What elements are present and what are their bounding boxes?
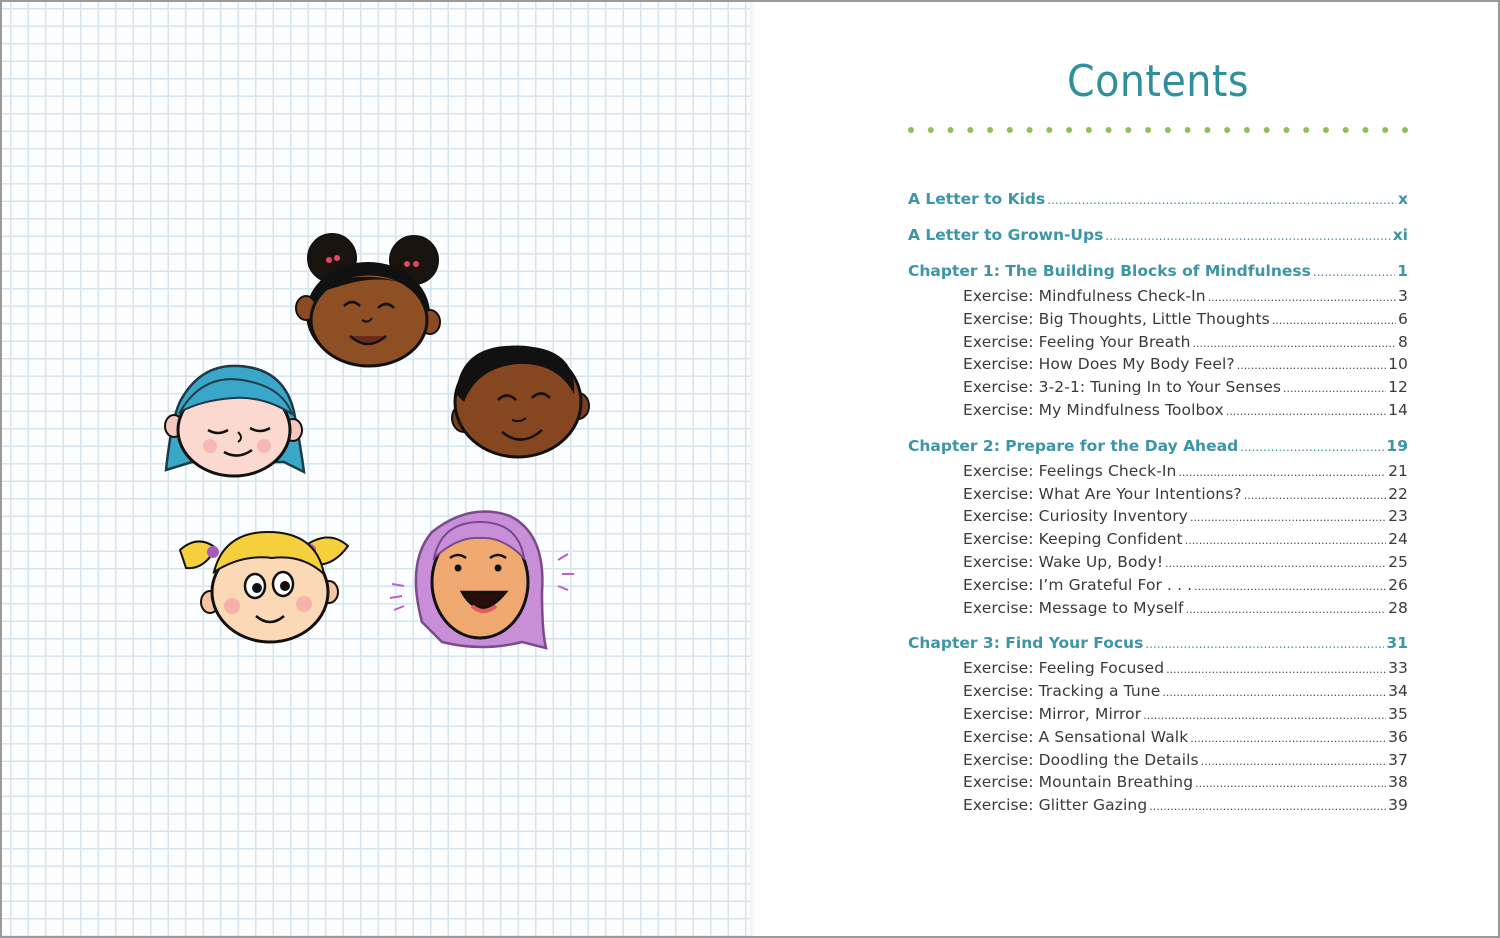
divider-dot	[1382, 127, 1388, 133]
dot-leader	[1226, 401, 1386, 424]
toc-exercise-entry[interactable]	[963, 597, 1408, 620]
dot-leader	[1149, 796, 1386, 819]
dot-leader	[1047, 189, 1396, 212]
divider-dot	[1204, 127, 1210, 133]
toc-entry-label: Exercise: Keeping Confident	[963, 530, 1183, 549]
toc-entry-label: Exercise: Feeling Your Breath	[963, 332, 1191, 351]
toc-page-number: 36	[1388, 727, 1408, 746]
toc-page-number: 21	[1388, 461, 1408, 480]
divider-dot	[1264, 127, 1270, 133]
toc-entry-label: Exercise: Feelings Check-In	[963, 461, 1177, 480]
divider-dot	[1185, 127, 1191, 133]
contents-title: Contents	[1066, 56, 1250, 107]
divider-dot	[967, 127, 973, 133]
blonde-pigtails-girl-face	[180, 532, 348, 642]
toc-page-number: xi	[1392, 226, 1408, 244]
dot-leader	[1178, 462, 1386, 485]
toc-exercise-entry[interactable]	[963, 376, 1408, 399]
toc-exercise-entry[interactable]	[963, 460, 1408, 483]
dot-leader	[1105, 225, 1390, 248]
toc-exercise-entry[interactable]	[963, 528, 1408, 551]
toc-chapter-entry[interactable]	[908, 435, 1408, 459]
divider-dot	[948, 127, 954, 133]
toc-exercise-entry[interactable]	[963, 657, 1408, 680]
toc-page-number: 19	[1386, 436, 1408, 455]
divider-dot	[1244, 127, 1250, 133]
toc-entry-label: Exercise: Big Thoughts, Little Thoughts	[963, 309, 1270, 328]
toc-entry-label: Exercise: How Does My Body Feel?	[963, 355, 1235, 374]
divider-dot	[987, 127, 993, 133]
toc-entry-label: Exercise: Feeling Focused	[963, 659, 1165, 678]
toc-page-number: 38	[1388, 773, 1408, 792]
divider-dot	[1323, 127, 1329, 133]
toc-front-matter-entry[interactable]	[908, 188, 1408, 211]
toc-exercise-entry[interactable]	[963, 285, 1408, 308]
divider-dot	[928, 127, 934, 133]
toc-exercise-entry[interactable]	[963, 483, 1408, 506]
divider-dot	[1046, 127, 1052, 133]
toc-page-number: 25	[1388, 552, 1408, 571]
girl-with-puffs-face	[296, 234, 440, 366]
toc-exercise-entry[interactable]	[963, 726, 1408, 749]
dot-leader	[1272, 310, 1396, 333]
toc-entry-label: Chapter 1: The Building Blocks of Mindfulness	[908, 262, 1311, 280]
toc-page-number: 35	[1388, 704, 1408, 723]
toc-page-number: 26	[1388, 575, 1408, 594]
toc-chapter-entry[interactable]	[908, 632, 1408, 656]
blue-hair-girl-face	[165, 366, 304, 476]
toc-entry-label: Exercise: Mountain Breathing	[963, 773, 1194, 792]
dot-leader	[1208, 287, 1396, 310]
divider-dot	[1165, 127, 1171, 133]
dot-leader	[1313, 261, 1395, 284]
dot-leader	[1237, 355, 1386, 378]
divider-dot	[1402, 127, 1408, 133]
divider-dot	[1106, 127, 1112, 133]
divider-dot	[1224, 127, 1230, 133]
toc-entry-label: A Letter to Grown-Ups	[908, 226, 1104, 244]
toc-exercise-entry[interactable]	[963, 399, 1408, 422]
toc-entry-label: Exercise: Curiosity Inventory	[963, 507, 1188, 526]
dot-leader	[1194, 576, 1386, 599]
dot-leader	[1240, 436, 1384, 459]
toc-exercise-entry[interactable]	[963, 680, 1408, 703]
toc-page-number: 28	[1388, 598, 1408, 617]
toc-exercise-entry[interactable]	[963, 574, 1408, 597]
divider-dot	[1303, 127, 1309, 133]
toc-page-number: 14	[1388, 400, 1408, 419]
toc-exercise-entry[interactable]	[963, 308, 1408, 331]
divider-dot	[1007, 127, 1013, 133]
toc-entry-label: Exercise: Doodling the Details	[963, 750, 1199, 769]
toc-page-number: 22	[1388, 484, 1408, 503]
toc-entry-label: Chapter 2: Prepare for the Day Ahead	[908, 436, 1239, 455]
toc-page-number: 10	[1388, 355, 1408, 374]
toc-page-number: 31	[1386, 634, 1408, 653]
toc-page-number: 23	[1388, 507, 1408, 526]
kids-faces-illustration	[2, 2, 750, 938]
toc-page-number: 24	[1388, 530, 1408, 549]
dot-leader	[1190, 728, 1386, 751]
toc-exercise-entry[interactable]	[963, 353, 1408, 376]
toc-entry-label: Exercise: Tracking a Tune	[963, 682, 1161, 701]
toc-page-number: 12	[1388, 378, 1408, 397]
divider-dot	[1027, 127, 1033, 133]
toc-entry-label: Exercise: A Sensational Walk	[963, 727, 1189, 746]
toc-entry-label: Exercise: My Mindfulness Toolbox	[963, 400, 1224, 419]
toc-page-number: 1	[1397, 262, 1408, 280]
divider-dot	[1086, 127, 1092, 133]
dot-leader	[1244, 485, 1386, 508]
toc-entry-label: Exercise: I’m Grateful For . . .	[963, 575, 1193, 594]
girl-in-hijab-face	[390, 512, 574, 648]
toc-exercise-entry[interactable]	[963, 794, 1408, 817]
toc-page-number: x	[1398, 190, 1408, 208]
dot-leader	[1201, 751, 1386, 774]
dotted-divider	[908, 124, 1408, 136]
toc-page-number: 39	[1388, 796, 1408, 815]
dot-leader	[1190, 507, 1386, 530]
dot-leader	[1166, 659, 1386, 682]
table-of-contents	[908, 188, 1408, 817]
divider-dot	[1066, 127, 1072, 133]
toc-entry-label: Exercise: Mirror, Mirror	[963, 704, 1142, 723]
toc-exercise-entry[interactable]	[963, 749, 1408, 772]
toc-entry-label: Exercise: Message to Myself	[963, 598, 1184, 617]
toc-entry-label: A Letter to Kids	[908, 190, 1046, 208]
toc-entry-label: Exercise: Glitter Gazing	[963, 796, 1148, 815]
toc-entry-label: Exercise: 3-2-1: Tuning In to Your Senses	[963, 378, 1282, 397]
dot-leader	[1143, 705, 1386, 728]
divider-dot	[1145, 127, 1151, 133]
boy-face	[452, 346, 589, 457]
toc-page-number: 8	[1398, 332, 1408, 351]
dot-leader	[1145, 633, 1384, 656]
dot-leader	[1193, 333, 1397, 356]
dot-leader	[1186, 599, 1386, 622]
toc-page-number: 6	[1398, 309, 1408, 328]
dot-leader	[1165, 553, 1386, 576]
toc-entry-label: Exercise: What Are Your Intentions?	[963, 484, 1242, 503]
dot-leader	[1195, 773, 1386, 796]
toc-exercise-entry[interactable]	[963, 505, 1408, 528]
toc-entry-label: Exercise: Wake Up, Body!	[963, 552, 1164, 571]
toc-entry-label: Chapter 3: Find Your Focus	[908, 634, 1144, 653]
toc-chapter-entry[interactable]	[908, 260, 1408, 284]
dot-leader	[1283, 378, 1386, 401]
toc-page-number: 33	[1388, 659, 1408, 678]
toc-page-number: 34	[1388, 682, 1408, 701]
toc-exercise-entry[interactable]	[963, 703, 1408, 726]
dot-leader	[1185, 530, 1386, 553]
divider-dot	[1125, 127, 1131, 133]
toc-front-matter-entry[interactable]	[908, 224, 1408, 247]
toc-page-number: 37	[1388, 750, 1408, 769]
dot-leader	[1162, 682, 1386, 705]
toc-entry-label: Exercise: Mindfulness Check-In	[963, 287, 1206, 305]
toc-exercise-entry[interactable]	[963, 551, 1408, 574]
toc-exercise-entry[interactable]	[963, 771, 1408, 794]
divider-dot	[908, 127, 914, 133]
toc-exercise-entry[interactable]	[963, 331, 1408, 354]
divider-dot	[1343, 127, 1349, 133]
divider-dot	[1283, 127, 1289, 133]
divider-dot	[1362, 127, 1368, 133]
toc-page-number: 3	[1398, 287, 1408, 305]
